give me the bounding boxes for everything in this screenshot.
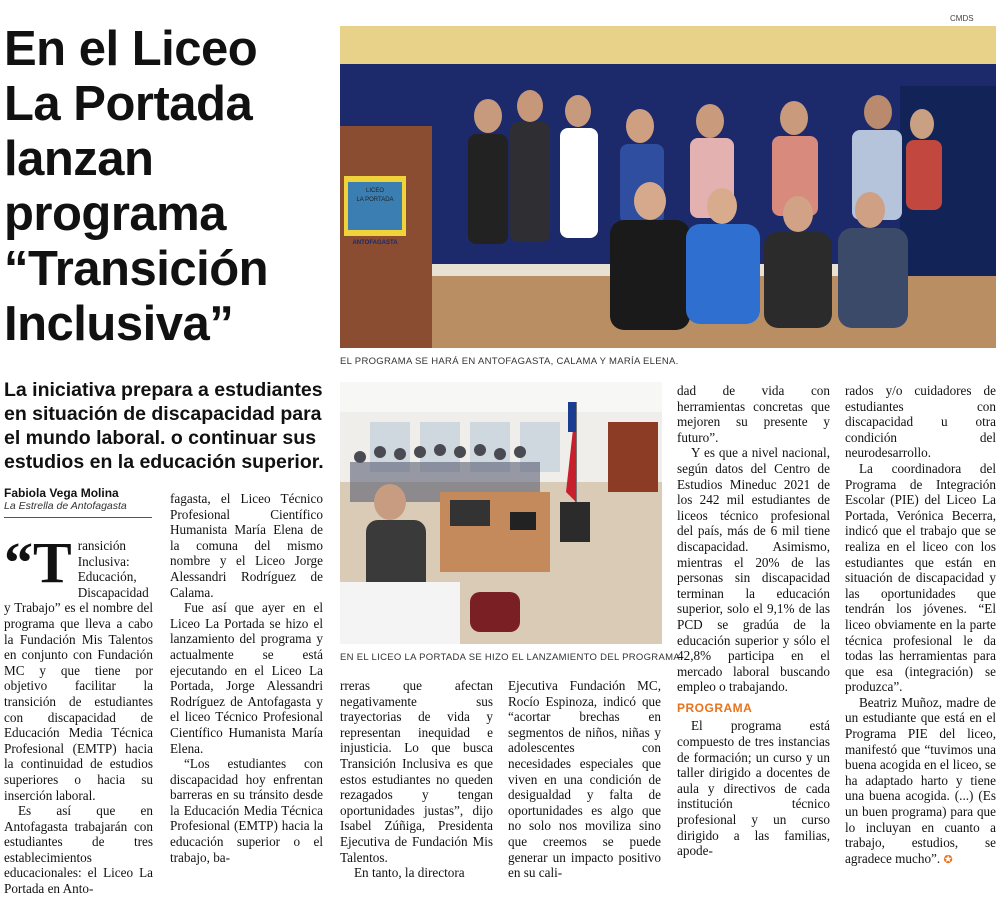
lead-text: ransición Inclusiva: Educación, Discapacidad y Trabajo” es el nombre del programa que lleva a cabo la Fundación Mis Talentos en conjunto con Fundación MC y que tiene por objetivo facilitar la transición de estudiantes con discapacidad de Educación Media Técnica Profesional (EMTP) hacia la continuidad de estudios superiores o hacia su inserción laboral.: [4, 538, 153, 803]
byline-publication: La Estrella de Antofagasta: [4, 500, 127, 512]
article-paragraph: Fue así que ayer en el Liceo La Portada se hizo el lanzamiento del programa y actualmente se está ejecutando en el Liceo La Portada, Jorge Alessandri Rodríguez de Antofagasta y el liceo Técnico Profesional Científico Humanista María Elena.: [170, 600, 323, 756]
headline-line: lanzan: [4, 132, 154, 186]
article-column-5: [677, 383, 830, 859]
main-photo-caption: EL PROGRAMA SE HARÁ EN ANTOFAGASTA, CALAMA Y MARÍA ELENA.: [340, 356, 679, 367]
article-paragraph: “Los estudiantes con discapacidad hoy enfrentan barreras en su tránsito desde la Educación Media Técnica Profesional (EMTP) hacia la educación superior o el trabajo, ba-: [170, 756, 323, 865]
headline-line: Inclusiva”: [4, 297, 234, 351]
closing-text: Beatriz Muñoz, madre de un estudiante que está en el Programa PIE del liceo, manifestó que “tuvimos una buena acogida en el liceo, se ha adaptado harto y tiene una buena acogida. (...) (Es un buen programa) para que lo incluyan en cuanto a trabajo, estudios, se agradece mucho”.: [845, 694, 996, 866]
article-paragraph: Es así que en Antofagasta trabajarán con estudiantes de tres establecimientos educacionales: el Liceo La Portada en Anto-: [4, 803, 153, 897]
article-paragraph: Y es que a nivel nacional, según datos del Centro de Estudios Mineduc 2021 de los 242 mil estudiantes de liceos técnico profesional del país, más de 6 mil tiene discapacidad. Asimismo, mientras el 20% de las personas sin discapacidad terminan la educación superior, solo el 9,1% de las PCD se gradúa de la educación superior y sólo el 42,8% participa en el mercado laboral buscando empleo o trabajando.: [677, 445, 830, 695]
article-paragraph: La coordinadora del Programa de Integración Escolar (PIE) del Liceo La Portada, Verónica Becerra, indicó que el trabajo que se realiza en el liceo con los estudiantes que están en situación de discapacidad y las oportunidades que tendrán los jóvenes. “El liceo obviamente en la parte técnica profesional le da todas las herramientas para que esa (integración) se produzca”.: [845, 460, 996, 695]
section-heading: PROGRAMA: [677, 700, 753, 715]
launch-event-illustration: [340, 382, 662, 644]
poster-text-3: ANTOFAGASTA: [352, 240, 398, 246]
article-column-2: [170, 491, 323, 865]
headline-line: “Transición: [4, 242, 269, 296]
headline: [4, 22, 334, 352]
headline-line: La Portada: [4, 77, 253, 131]
article-column-1: [4, 530, 153, 897]
subheadline: La iniciativa prepara a estudiantes en situación de discapacidad para el mundo laboral. o continuar sus estudios en la educación superior.: [4, 379, 324, 473]
article-column-4: [508, 678, 661, 881]
headline-line: En el Liceo: [4, 22, 258, 76]
article-paragraph: fagasta, el Liceo Técnico Profesional Científico Humanista María Elena de la comuna del mismo nombre y el Liceo Jorge Alessandri Rodríguez de Calama.: [170, 491, 323, 600]
article-paragraph: El programa está compuesto de tres instancias de formación; un curso y un taller dirigido a docentes de aula y directivos de cada institución técnico profesional y un curso dirigido a las familias, apode-: [677, 718, 830, 859]
poster-text-2: LA PORTADA: [356, 197, 394, 203]
article-column-6: [845, 383, 996, 868]
end-mark-icon: ✪: [943, 853, 953, 866]
article-paragraph: rados y/o cuidadores de estudiantes con discapacidad u otra condición del neurodesarrollo.: [845, 383, 996, 461]
main-photo: [340, 26, 996, 348]
poster-text-1: LICEO: [365, 188, 385, 194]
byline-divider: [4, 517, 152, 518]
byline-author: Fabiola Vega Molina: [4, 486, 119, 500]
article-paragraph: rreras que afectan negativamente sus trayectorias de vida y representan inequidad e injusticia. Lo que busca Transición Inclusiva es que estos estudiantes no queden rezagados y tengan oportunidades justas”, dijo Isabel Zúñiga, Presidenta Ejecutiva de Fundación Mis Talentos.: [340, 678, 493, 865]
article-paragraph: dad de vida con herramientas concretas que mejoren su presente y futuro”.: [677, 383, 830, 445]
second-photo-caption: EN EL LICEO LA PORTADA SE HIZO EL LANZAMIENTO DEL PROGRAMA.: [340, 652, 683, 663]
drop-cap: “T: [4, 530, 72, 595]
headline-line: programa: [4, 187, 227, 241]
article-column-3: [340, 678, 493, 881]
group-photo-illustration: [340, 26, 996, 348]
article-paragraph: Ejecutiva Fundación MC, Rocío Espinoza, indicó que “acortar brechas en segmentos de niños, niñas y adolescentes con necesidades especiales que viven en una condición de desigualdad y falta de oportunidades es algo que no solo nos moviliza sino que creemos se puede generar un impacto positivo en su cali-: [508, 678, 661, 881]
photo-credit: CMDS: [950, 14, 974, 23]
article-lead-paragraph: [4, 530, 153, 803]
article-paragraph: En tanto, la directora: [354, 865, 465, 881]
article-paragraph: [845, 695, 996, 869]
second-photo: [340, 382, 662, 644]
